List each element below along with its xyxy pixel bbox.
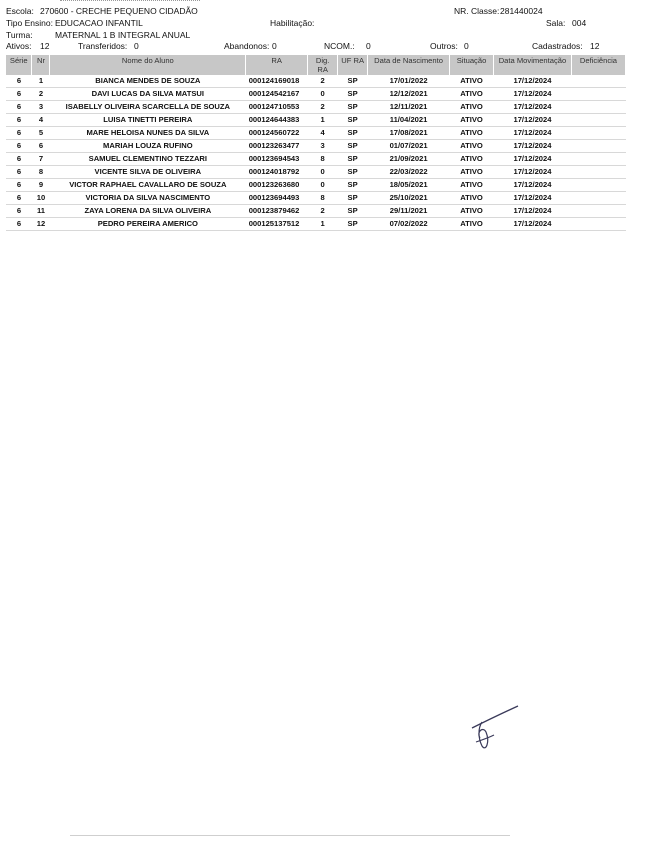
cell-data-movimentacao: 17/12/2024 [494, 140, 572, 153]
cell-uf-ra: SP [338, 218, 368, 231]
ativos-label: Ativos: [6, 41, 32, 51]
cell-deficiencia [571, 75, 625, 88]
cell-situacao: ATIVO [450, 179, 494, 192]
cell-serie: 6 [6, 192, 32, 205]
table-body [6, 75, 626, 231]
cell-uf-ra: SP [338, 101, 368, 114]
column-header-uf-ra: UF RA [338, 55, 368, 75]
cell-uf-ra: SP [338, 153, 368, 166]
nr-classe-label: NR. Classe: [454, 6, 500, 16]
table-header-row [6, 55, 626, 75]
cell-data-movimentacao: 17/12/2024 [494, 166, 572, 179]
cell-situacao: ATIVO [450, 192, 494, 205]
column-header-deficiencia: Deficiência [571, 55, 625, 75]
cell-deficiencia [571, 114, 625, 127]
cell-data-movimentacao: 17/12/2024 [494, 205, 572, 218]
cell-situacao: ATIVO [450, 114, 494, 127]
cell-uf-ra: SP [338, 140, 368, 153]
cell-situacao: ATIVO [450, 166, 494, 179]
cell-ra: 000125137512 [246, 218, 308, 231]
cell-nome: LUISA TINETTI PEREIRA [50, 114, 246, 127]
cell-nr: 1 [32, 75, 50, 88]
cell-deficiencia [571, 192, 625, 205]
cell-serie: 6 [6, 179, 32, 192]
cell-dig-ra: 0 [308, 88, 338, 101]
turma-value: MATERNAL 1 B INTEGRAL ANUAL [55, 30, 191, 40]
cell-dig-ra: 8 [308, 153, 338, 166]
cell-ra: 000124169018 [246, 75, 308, 88]
ncom-value: 0 [366, 41, 371, 51]
column-header-data-nascimento: Data de Nascimento [368, 55, 450, 75]
table-row [6, 75, 626, 88]
cell-data-nascimento: 12/12/2021 [368, 88, 450, 101]
nr-classe-value: 281440024 [500, 6, 543, 16]
cadastrados-label: Cadastrados: [532, 41, 583, 51]
cell-nome: MARE HELOISA NUNES DA SILVA [50, 127, 246, 140]
column-header-dig-ra: Dig. RA [308, 55, 338, 75]
cell-data-nascimento: 25/10/2021 [368, 192, 450, 205]
cell-serie: 6 [6, 88, 32, 101]
cell-data-movimentacao: 17/12/2024 [494, 153, 572, 166]
tipo-ensino-value: EDUCACAO INFANTIL [55, 18, 143, 28]
student-table [6, 55, 626, 231]
cell-data-movimentacao: 17/12/2024 [494, 101, 572, 114]
column-header-serie: Série [6, 55, 32, 75]
cell-ra: 000124542167 [246, 88, 308, 101]
abandonos-label: Abandonos: [224, 41, 270, 51]
table-row [6, 192, 626, 205]
cell-nr: 12 [32, 218, 50, 231]
table-row [6, 114, 626, 127]
table-row [6, 101, 626, 114]
escola-value: 270600 - CRECHE PEQUENO CIDADÃO [40, 6, 198, 16]
abandonos-value: 0 [272, 41, 277, 51]
cell-data-nascimento: 29/11/2021 [368, 205, 450, 218]
cell-deficiencia [571, 127, 625, 140]
cell-data-movimentacao: 17/12/2024 [494, 88, 572, 101]
cell-dig-ra: 1 [308, 114, 338, 127]
table-row [6, 127, 626, 140]
cell-situacao: ATIVO [450, 140, 494, 153]
cell-situacao: ATIVO [450, 101, 494, 114]
cell-dig-ra: 8 [308, 192, 338, 205]
cell-data-movimentacao: 17/12/2024 [494, 192, 572, 205]
footer-line [70, 835, 510, 836]
column-header-nr: Nr [32, 55, 50, 75]
cell-data-movimentacao: 17/12/2024 [494, 218, 572, 231]
turma-label: Turma: [6, 30, 33, 40]
cell-deficiencia [571, 218, 625, 231]
cell-uf-ra: SP [338, 75, 368, 88]
cell-ra: 000124560722 [246, 127, 308, 140]
cell-data-nascimento: 17/01/2022 [368, 75, 450, 88]
cell-nome: PEDRO PEREIRA AMERICO [50, 218, 246, 231]
transferidos-value: 0 [134, 41, 139, 51]
table-row [6, 153, 626, 166]
cell-serie: 6 [6, 153, 32, 166]
cell-ra: 000124710553 [246, 101, 308, 114]
cell-dig-ra: 3 [308, 140, 338, 153]
cell-situacao: ATIVO [450, 127, 494, 140]
cell-nome: ISABELLY OLIVEIRA SCARCELLA DE SOUZA [50, 101, 246, 114]
cell-nome: VICENTE SILVA DE OLIVEIRA [50, 166, 246, 179]
cell-ra: 000123263680 [246, 179, 308, 192]
table-row [6, 166, 626, 179]
transferidos-label: Transferidos: [78, 41, 128, 51]
cell-serie: 6 [6, 205, 32, 218]
cell-deficiencia [571, 88, 625, 101]
cell-ra: 000123694543 [246, 153, 308, 166]
cell-serie: 6 [6, 140, 32, 153]
cadastrados-value: 12 [590, 41, 600, 51]
cell-serie: 6 [6, 75, 32, 88]
cell-ra: 000124018792 [246, 166, 308, 179]
cell-serie: 6 [6, 114, 32, 127]
cell-dig-ra: 2 [308, 101, 338, 114]
cell-situacao: ATIVO [450, 153, 494, 166]
cell-deficiencia [571, 153, 625, 166]
cell-data-nascimento: 18/05/2021 [368, 179, 450, 192]
cell-data-nascimento: 07/02/2022 [368, 218, 450, 231]
top-cut-edge [60, 0, 200, 4]
cell-nome: DAVI LUCAS DA SILVA MATSUI [50, 88, 246, 101]
column-header-situacao: Situação [450, 55, 494, 75]
sala-value: 004 [572, 18, 587, 28]
cell-ra: 000123879462 [246, 205, 308, 218]
cell-data-movimentacao: 17/12/2024 [494, 127, 572, 140]
column-header-data-movimentacao: Data Movimentação [494, 55, 572, 75]
cell-serie: 6 [6, 218, 32, 231]
cell-nome: SAMUEL CLEMENTINO TEZZARI [50, 153, 246, 166]
habilitacao-label: Habilitação: [270, 18, 315, 28]
cell-data-movimentacao: 17/12/2024 [494, 75, 572, 88]
cell-nr: 11 [32, 205, 50, 218]
cell-uf-ra: SP [338, 127, 368, 140]
cell-serie: 6 [6, 166, 32, 179]
cell-situacao: ATIVO [450, 75, 494, 88]
cell-serie: 6 [6, 127, 32, 140]
column-header-nome: Nome do Aluno [50, 55, 246, 75]
cell-dig-ra: 0 [308, 179, 338, 192]
cell-situacao: ATIVO [450, 205, 494, 218]
cell-nr: 9 [32, 179, 50, 192]
cell-deficiencia [571, 140, 625, 153]
cell-uf-ra: SP [338, 88, 368, 101]
cell-data-nascimento: 01/07/2021 [368, 140, 450, 153]
table-row [6, 140, 626, 153]
cell-data-nascimento: 21/09/2021 [368, 153, 450, 166]
sala-label: Sala: [546, 18, 566, 28]
cell-serie: 6 [6, 101, 32, 114]
cell-nome: VICTOR RAPHAEL CAVALLARO DE SOUZA [50, 179, 246, 192]
cell-dig-ra: 2 [308, 75, 338, 88]
cell-deficiencia [571, 179, 625, 192]
cell-nr: 8 [32, 166, 50, 179]
cell-dig-ra: 4 [308, 127, 338, 140]
table-row [6, 218, 626, 231]
cell-nr: 5 [32, 127, 50, 140]
cell-nome: MARIAH LOUZA RUFINO [50, 140, 246, 153]
table-row [6, 179, 626, 192]
cell-deficiencia [571, 101, 625, 114]
cell-nome: BIANCA MENDES DE SOUZA [50, 75, 246, 88]
table-row [6, 88, 626, 101]
cell-uf-ra: SP [338, 114, 368, 127]
cell-dig-ra: 1 [308, 218, 338, 231]
cell-nome: VICTORIA DA SILVA NASCIMENTO [50, 192, 246, 205]
outros-value: 0 [464, 41, 469, 51]
ativos-value: 12 [40, 41, 50, 51]
cell-uf-ra: SP [338, 192, 368, 205]
cell-situacao: ATIVO [450, 218, 494, 231]
cell-nr: 3 [32, 101, 50, 114]
cell-nome: ZAYA LORENA DA SILVA OLIVEIRA [50, 205, 246, 218]
cell-data-nascimento: 17/08/2021 [368, 127, 450, 140]
signature-mark [466, 702, 526, 757]
escola-label: Escola: [6, 6, 34, 16]
cell-uf-ra: SP [338, 205, 368, 218]
cell-dig-ra: 2 [308, 205, 338, 218]
ncom-label: NCOM.: [324, 41, 355, 51]
column-header-ra: RA [246, 55, 308, 75]
cell-deficiencia [571, 205, 625, 218]
outros-label: Outros: [430, 41, 458, 51]
cell-deficiencia [571, 166, 625, 179]
tipo-ensino-label: Tipo Ensino: [6, 18, 53, 28]
cell-data-movimentacao: 17/12/2024 [494, 114, 572, 127]
cell-nr: 4 [32, 114, 50, 127]
cell-situacao: ATIVO [450, 88, 494, 101]
table-row [6, 205, 626, 218]
cell-uf-ra: SP [338, 166, 368, 179]
cell-nr: 2 [32, 88, 50, 101]
cell-nr: 6 [32, 140, 50, 153]
cell-data-movimentacao: 17/12/2024 [494, 179, 572, 192]
cell-nr: 10 [32, 192, 50, 205]
cell-nr: 7 [32, 153, 50, 166]
cell-ra: 000124644383 [246, 114, 308, 127]
cell-ra: 000123694493 [246, 192, 308, 205]
cell-dig-ra: 0 [308, 166, 338, 179]
cell-data-nascimento: 22/03/2022 [368, 166, 450, 179]
cell-uf-ra: SP [338, 179, 368, 192]
cell-ra: 000123263477 [246, 140, 308, 153]
cell-data-nascimento: 12/11/2021 [368, 101, 450, 114]
cell-data-nascimento: 11/04/2021 [368, 114, 450, 127]
